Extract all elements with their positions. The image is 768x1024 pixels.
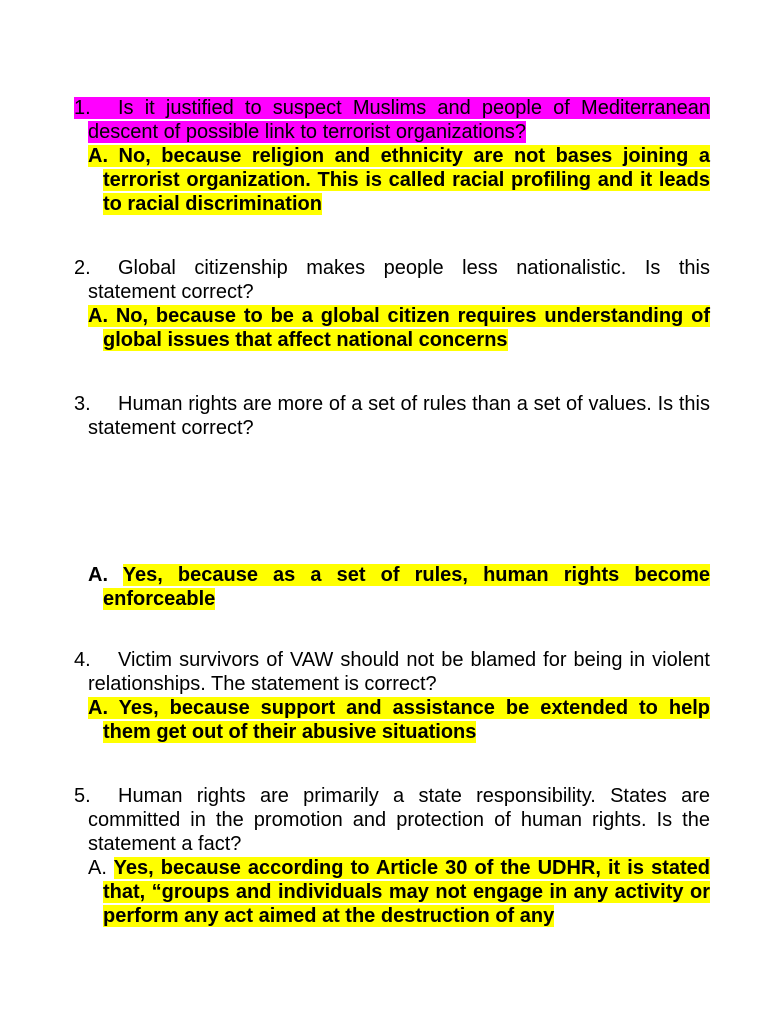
answer-5-label: A. xyxy=(88,857,107,879)
answer-3-label: A. xyxy=(88,564,108,586)
answer-1 xyxy=(74,144,710,216)
answer-2-label: A. xyxy=(88,305,108,327)
question-4-text xyxy=(74,648,710,696)
question-3-body: Human rights are more of a set of rules than a set of values. Is this statement correct? xyxy=(88,393,710,439)
answer-1-label: A. xyxy=(88,145,108,167)
answer-2 xyxy=(74,304,710,352)
question-2-body: Global citizenship makes people less nationalistic. Is this statement correct? xyxy=(88,257,710,303)
answer-5 xyxy=(74,856,710,928)
question-5-body: Human rights are primarily a state responsibility. States are committed in the promotion and protection of human rights. Is the statement a fact? xyxy=(88,785,710,855)
question-item-2 xyxy=(74,256,710,352)
question-5-number: 5. xyxy=(74,785,91,807)
question-4-body: Victim survivors of VAW should not be blamed for being in violent relationships. The statement is correct? xyxy=(88,649,710,695)
answer-1-body: No, because religion and ethnicity are not bases joining a terrorist organization. This is called racial profiling and it leads to racial discrimination xyxy=(103,145,710,215)
question-item-3 xyxy=(74,392,710,440)
answer-2-body: No, because to be a global citizen requires understanding of global issues that affect national concerns xyxy=(103,305,710,351)
answer-4-body: Yes, because support and assistance be extended to help them get out of their abusive situations xyxy=(103,697,710,743)
question-item-4 xyxy=(74,648,710,744)
question-2-number: 2. xyxy=(74,257,91,279)
question-2-text xyxy=(74,256,710,304)
answer-4-label: A. xyxy=(88,697,108,719)
answer-5-body: Yes, because according to Article 30 of the UDHR, it is stated that, “groups and individuals may not engage in any activity or perform any act aimed at the destruction of any xyxy=(103,857,710,927)
answer-item-3 xyxy=(74,563,710,611)
question-3-text xyxy=(74,392,710,440)
question-1-text xyxy=(74,96,710,144)
answer-3 xyxy=(74,563,710,611)
question-5-text xyxy=(74,784,710,856)
answer-4 xyxy=(74,696,710,744)
question-item-1 xyxy=(74,96,710,216)
answer-3-body: Yes, because as a set of rules, human rights become enforceable xyxy=(103,564,710,610)
question-1-body: Is it justified to suspect Muslims and people of Mediterranean descent of possible link to terrorist organizations? xyxy=(88,97,710,143)
question-4-number: 4. xyxy=(74,649,91,671)
question-item-5 xyxy=(74,784,710,928)
question-3-number: 3. xyxy=(74,393,91,415)
question-1-number: 1. xyxy=(74,97,91,119)
